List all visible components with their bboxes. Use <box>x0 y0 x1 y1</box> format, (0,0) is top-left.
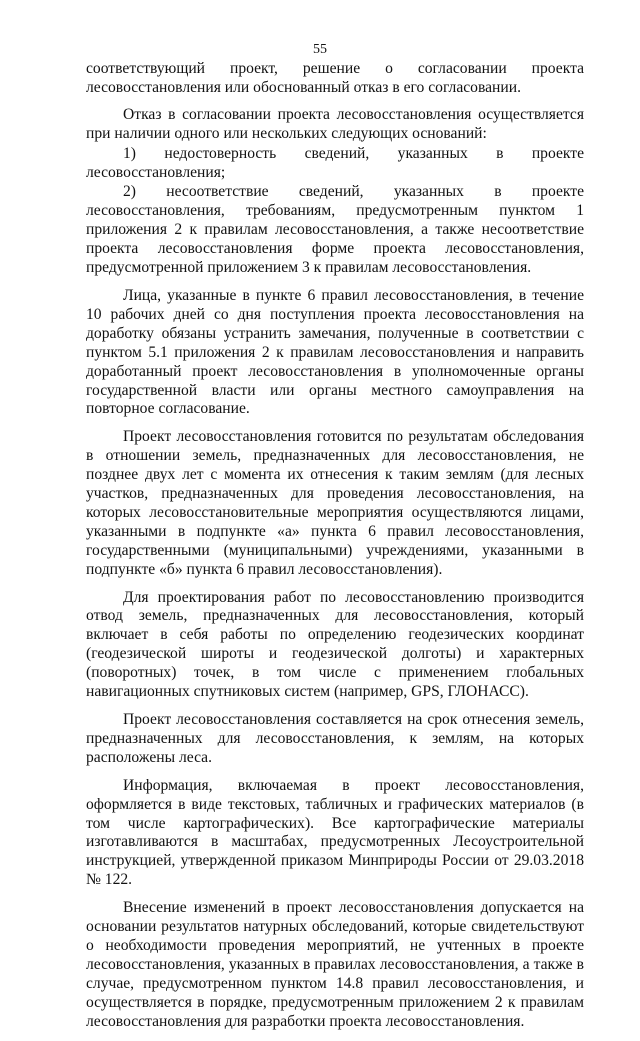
document-body <box>86 60 584 1041</box>
paragraph-amendments: Внесение изменений в проект лесовосстановления допускается на основании результатов натурных обследований, которые свидетельствуют о необходимости проведения мероприятий, не учтенных в проекте лесовосстановления, указанных в правилах лесовосстановления, а также в случае, предусмотренном пунктом 14.8 правил лесовосстановления, и осуществляется в порядке, предусмотренным приложением 2 к правилам лесовосстановления для разработки проекта лесовосстановления. <box>86 899 584 1030</box>
paragraph-materials: Информация, включаемая в проект лесовосстановления, оформляется в виде текстовых, табличных и графических материалов (в том числе картографических). Все картографические материалы изготавливаются в масштабах, предусмотренных Лесоустроительной инструкцией, утвержденной приказом Минприроды России от 29.03.2018 № 122. <box>86 776 584 889</box>
page-number: 55 <box>313 42 327 57</box>
list-item-nonconformity: 2) несоответствие сведений, указанных в проекте лесовосстановления, требованиям, предусмотренным пунктом 1 приложения 2 к правилам лесовосстановления, а также несоответствие проекта лесовосстановления форме проекта лесовосстановления, предусмотренной приложением 3 к правилам лесовосстановления. <box>86 183 584 277</box>
paragraph-continuation: соответствующий проект, решение о согласовании проекта лесовосстановления или обоснованный отказ в его согласовании. <box>86 60 584 96</box>
paragraph-refusal-grounds: Отказ в согласовании проекта лесовосстановления осуществляется при наличии одного или нескольких следующих оснований: <box>86 105 584 142</box>
paragraph-project-term: Проект лесовосстановления составляется на срок отнесения земель, предназначенных для лесовосстановления, к землям, на которых расположены леса. <box>86 711 584 766</box>
paragraph-revision: Лица, указанные в пункте 6 правил лесовосстановления, в течение 10 рабочих дней со дня поступления проекта лесовосстановления на доработку обязаны устранить замечания, полученные в соответствии с пунктом 5.1 приложения 2 к правилам лесовосстановления и направить доработанный проект лесовосстановления в уполномоченные органы государственной власти или органы местного самоуправления на повторное согласование. <box>86 286 584 418</box>
paragraph-survey: Проект лесовосстановления готовится по результатам обследования в отношении земель, предназначенных для лесовосстановления, не позднее двух лет с момента их отнесения к таким землям (для лесных участков, предназначенных для проведения лесовосстановления, на которых лесовосстановительные мероприятия осуществляются лицами, указанными в подпункте «а» пункта 6 правил лесовосстановления, государственными (муниципальными) учреждениями, указанными в подпункте «б» пункта 6 правил лесовосстановления). <box>86 428 584 578</box>
list-item-unreliable-info: 1) недостоверность сведений, указанных в проекте лесовосстановления; <box>86 144 584 181</box>
paragraph-land-allotment: Для проектирования работ по лесовосстановлению производится отвод земель, предназначенных для лесовосстановления, который включает в себя работы по определению геодезических координат (геодезической широты и геодезической долготы) и характерных (поворотных) точек, в том числе с применением глобальных навигационных спутниковых систем (например, GPS, ГЛОНАСС). <box>86 588 584 701</box>
